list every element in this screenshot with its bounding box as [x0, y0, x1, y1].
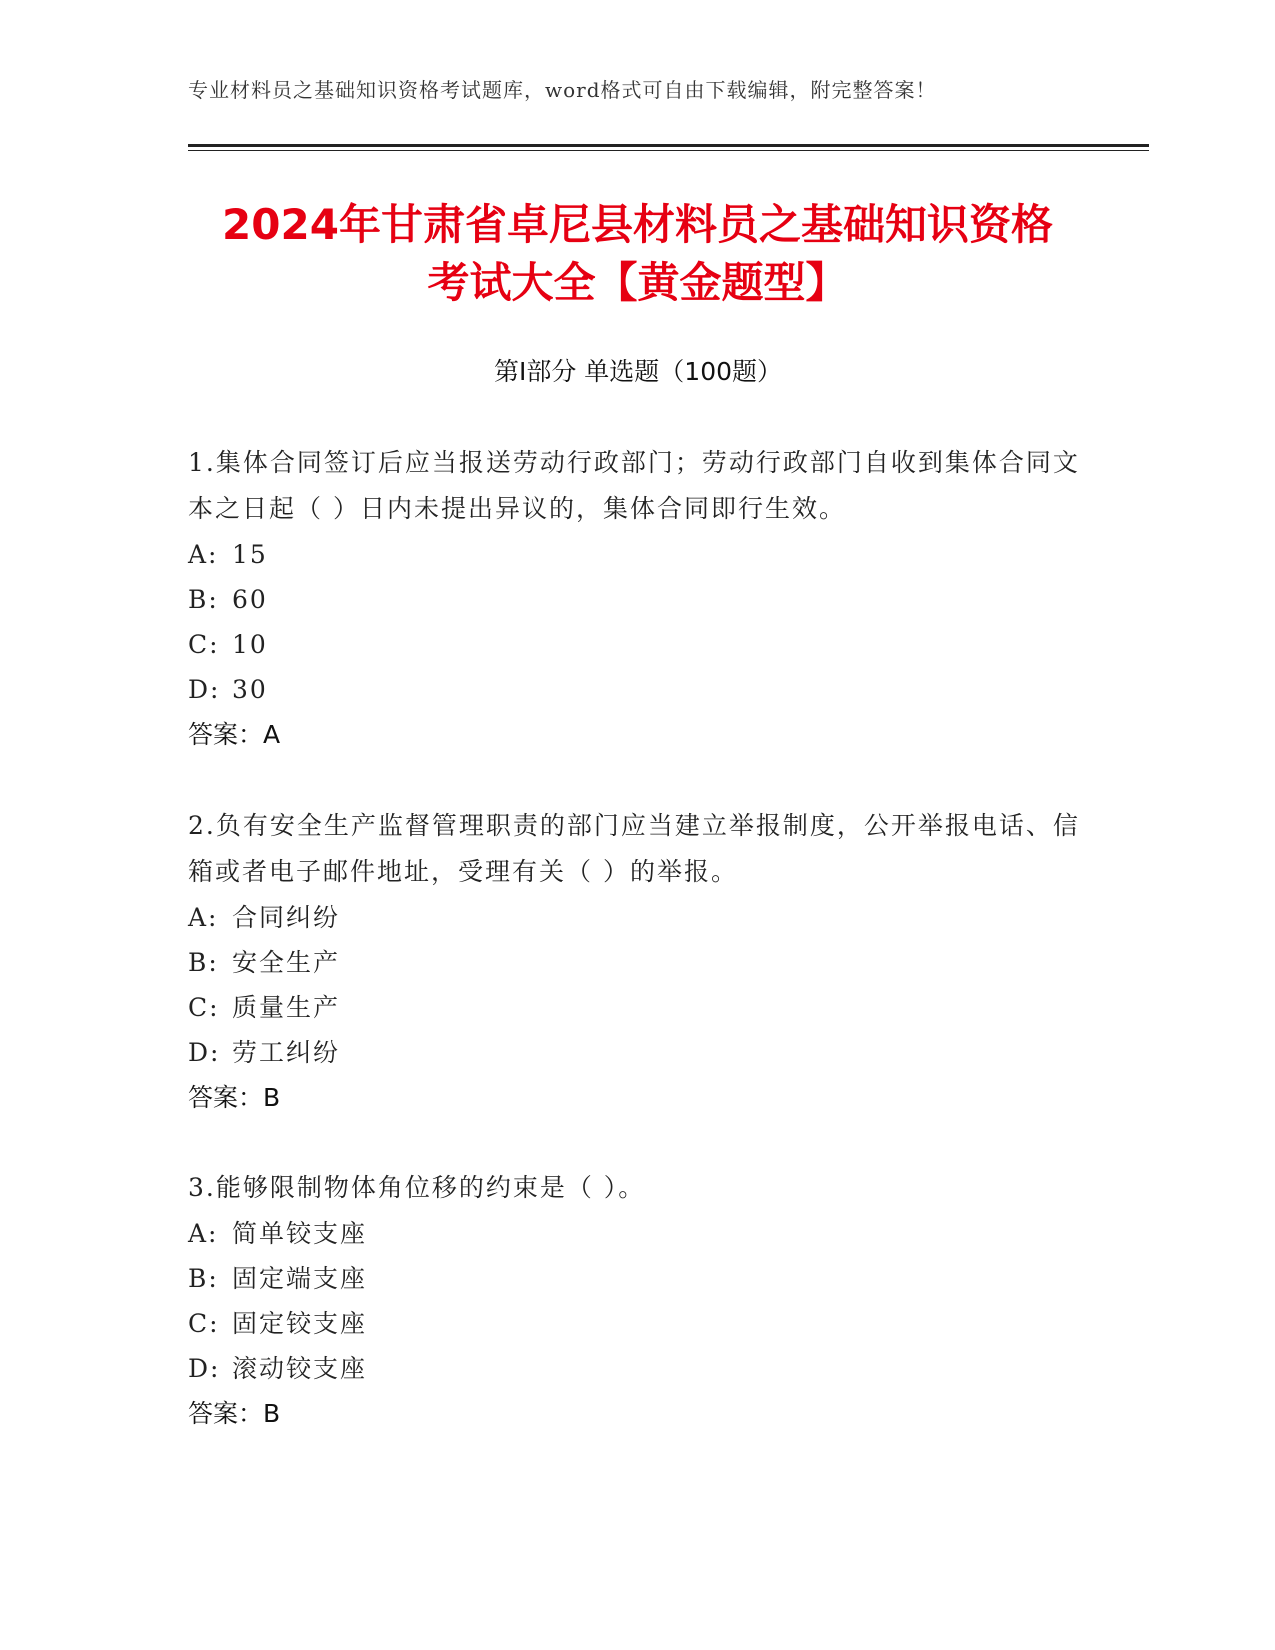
option-key: D: — [188, 1038, 221, 1067]
option-a — [188, 1211, 1088, 1256]
option-text: 10 — [232, 630, 268, 659]
option-c — [188, 1301, 1088, 1346]
document-title-line1: 2024年甘肃省卓尼县材料员之基础知识资格 — [222, 200, 1053, 249]
option-text: 安全生产 — [232, 948, 341, 977]
option-key: A: — [188, 1219, 219, 1248]
option-c — [188, 985, 1088, 1030]
option-d — [188, 1030, 1088, 1075]
option-key: D: — [188, 1354, 221, 1383]
option-b — [188, 577, 1088, 622]
option-text: 滚动铰支座 — [232, 1354, 368, 1383]
option-d — [188, 667, 1088, 712]
option-text: 质量生产 — [232, 993, 341, 1022]
option-text: 固定端支座 — [232, 1264, 368, 1293]
header-rule-thick — [188, 144, 1149, 147]
option-key: B: — [188, 948, 219, 977]
option-key: B: — [188, 1264, 219, 1293]
answer: 答案：B — [188, 1399, 281, 1428]
option-text: 固定铰支座 — [232, 1309, 368, 1338]
question-1 — [188, 440, 1088, 758]
option-key: B: — [188, 585, 219, 614]
question-3 — [188, 1165, 1088, 1437]
section-title: 第Ⅰ部分 单选题（100题） — [493, 357, 783, 386]
question-stem: 2.负有安全生产监督管理职责的部门应当建立举报制度，公开举报电话、信箱或者电子邮件地址，受理有关（ ）的举报。 — [188, 811, 1080, 886]
answer: 答案：B — [188, 1083, 281, 1112]
option-key: C: — [188, 1309, 220, 1338]
document-title-line2: 考试大全【黄金题型】 — [427, 258, 848, 307]
option-b — [188, 940, 1088, 985]
document-title — [150, 196, 1125, 312]
option-text: 简单铰支座 — [232, 1219, 368, 1248]
option-key: D: — [188, 675, 221, 704]
header-note: 专业材料员之基础知识资格考试题库，word格式可自由下载编辑，附完整答案！ — [188, 78, 937, 102]
question-2 — [188, 803, 1088, 1121]
option-c — [188, 622, 1088, 667]
option-text: 合同纠纷 — [232, 903, 341, 932]
option-a — [188, 532, 1088, 577]
answer: 答案：A — [188, 720, 281, 749]
option-a — [188, 895, 1088, 940]
option-key: C: — [188, 630, 220, 659]
option-b — [188, 1256, 1088, 1301]
header-rule-thin — [188, 150, 1149, 151]
option-text: 30 — [232, 675, 268, 704]
question-stem: 3.能够限制物体角位移的约束是（ ）。 — [188, 1173, 646, 1202]
option-text: 15 — [232, 540, 268, 569]
option-key: A: — [188, 540, 219, 569]
question-stem: 1.集体合同签订后应当报送劳动行政部门；劳动行政部门自收到集体合同文本之日起（ ）日内未提出异议的，集体合同即行生效。 — [188, 448, 1080, 523]
option-text: 劳工纠纷 — [232, 1038, 341, 1067]
option-d — [188, 1346, 1088, 1391]
option-key: A: — [188, 903, 219, 932]
option-key: C: — [188, 993, 220, 1022]
option-text: 60 — [232, 585, 268, 614]
